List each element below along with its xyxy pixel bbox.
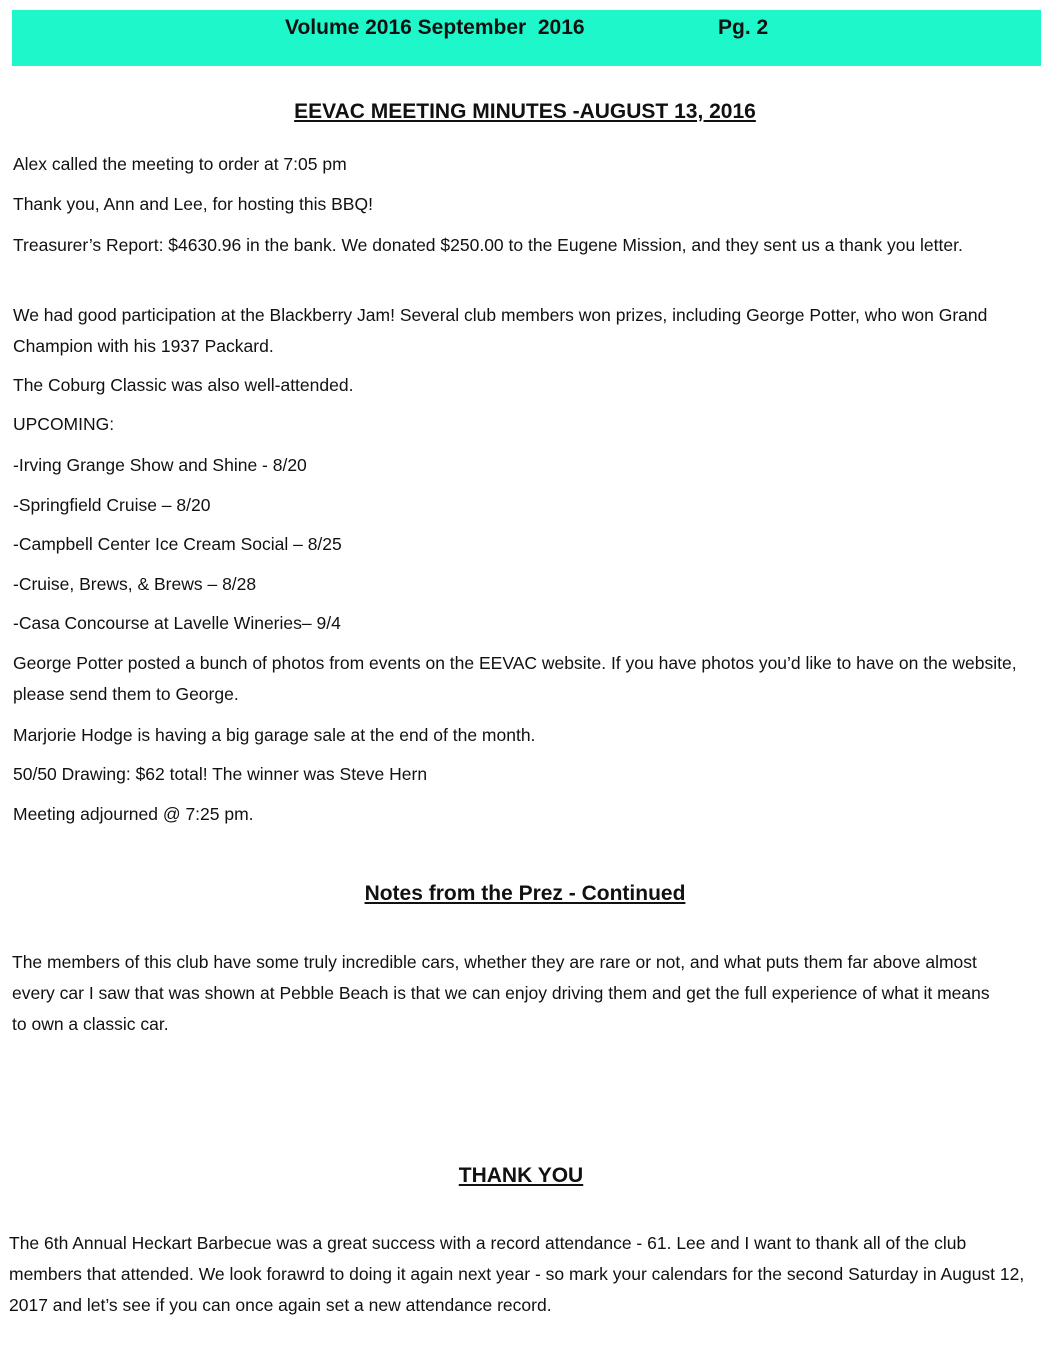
minutes-line: Marjorie Hodge is having a big garage sale at the end of the month. — [13, 725, 536, 745]
minutes-line: The Coburg Classic was also well-attended. — [13, 375, 354, 395]
prez-title: Notes from the Prez - Continued — [364, 882, 686, 905]
minutes-line: UPCOMING: — [13, 414, 115, 434]
thanks-paragraph: The 6th Annual Heckart Barbecue was a great success with a record attendance - 61. Lee and I want to thank all of the club members that attended. We look forawrd to doing it again next year - so mark your calendars for the second Saturday in August 12, 2017 and let’s see if you can once again set a new attendance record. — [9, 1233, 1025, 1315]
minutes-line: Alex called the meeting to order at 7:05 pm — [13, 154, 347, 174]
minutes-line: We had good participation at the Blackberry Jam! Several club members won prizes, including George Potter, who won Grand Champion with his 1937 Packard. — [13, 305, 988, 356]
minutes-line: 50/50 Drawing: $62 total! The winner was Steve Hern — [13, 764, 428, 784]
upcoming-item: -Irving Grange Show and Shine - 8/20 — [13, 455, 307, 475]
upcoming-item: -Campbell Center Ice Cream Social – 8/25 — [13, 534, 342, 554]
minutes-line: Treasurer’s Report: $4630.96 in the bank. We donated $250.00 to the Eugene Mission, and they sent us a thank you letter. — [13, 235, 963, 255]
upcoming-item: -Springfield Cruise – 8/20 — [13, 495, 211, 515]
upcoming-item: -Casa Concourse at Lavelle Wineries– 9/4 — [13, 613, 341, 633]
header-volume: Volume 2016 September 2016 — [285, 16, 585, 39]
minutes-line: Meeting adjourned @ 7:25 pm. — [13, 804, 254, 824]
minutes-title: EEVAC MEETING MINUTES -AUGUST 13, 2016 — [294, 100, 756, 123]
upcoming-item: -Cruise, Brews, & Brews – 8/28 — [13, 574, 257, 594]
thanks-title: THANK YOU — [458, 1164, 584, 1187]
minutes-line: George Potter posted a bunch of photos from events on the EEVAC website. If you have photos you’d like to have on the website, please send them to George. — [13, 653, 1017, 704]
page-number: Pg. 2 — [718, 16, 769, 39]
minutes-line: Thank you, Ann and Lee, for hosting this BBQ! — [13, 194, 373, 214]
prez-paragraph: The members of this club have some truly incredible cars, whether they are rare or not, and what puts them far above almost every car I saw that was shown at Pebble Beach is that we can enjoy driving them and get the full experience of what it means to own a classic car. — [12, 952, 990, 1034]
